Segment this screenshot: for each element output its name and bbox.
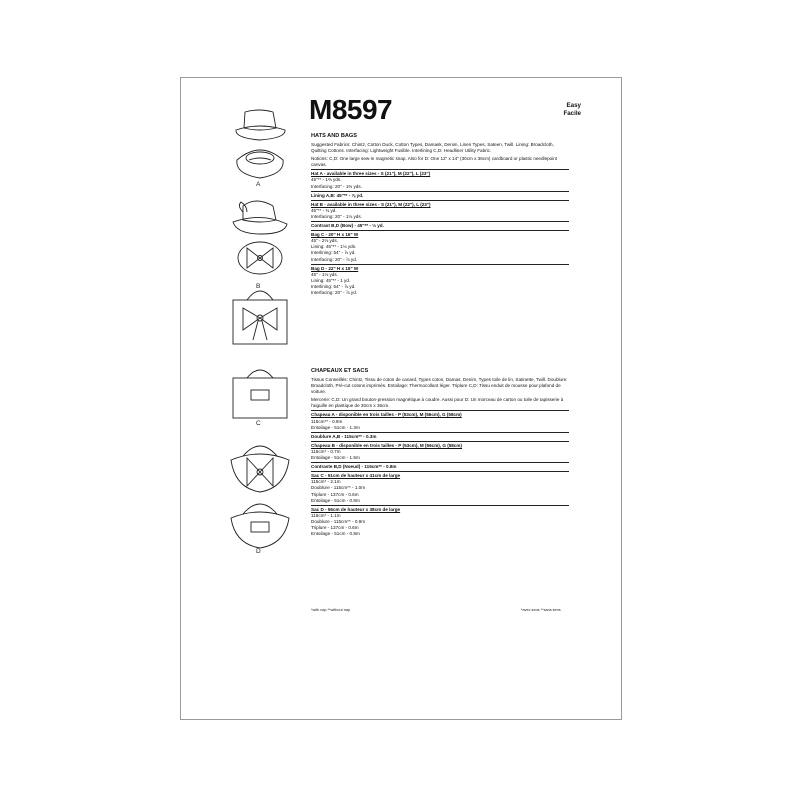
tissus-conseilles: Tissus Conseillés: Chintz, Tissu de coton de canard, Types coton, Damas, Denim, Types toile de lin, Satinette, Twill. Doublure: Broadcloth, Pré-cut cotons imprimés. Entoilage: Thermocollant léger. Triplure C,D: Tissu enduit de mousse pour plafond de voiture. bbox=[311, 377, 568, 395]
divider bbox=[311, 410, 569, 411]
french-section-title: CHAPEAUX ET SACS bbox=[311, 368, 369, 374]
metrage-line: Triplure - 137cm - 0.6m bbox=[311, 524, 359, 530]
divider bbox=[311, 191, 569, 192]
metrage-line: Entoilage - 51cm - 1.5m bbox=[311, 455, 360, 461]
pattern-number: M8597 bbox=[309, 94, 393, 125]
metrage-line: 115cm* - 2.1m bbox=[311, 479, 341, 485]
metrage-line: Doublure - 115cm** - 0.9m bbox=[311, 518, 366, 524]
yardage-line: Interlining: 54" - ⅞ yd. bbox=[311, 283, 356, 289]
lining-ab: Lining A,B: 45"** - ⅞ yd. bbox=[311, 192, 364, 198]
footnote-en: *with nap **without nap bbox=[311, 608, 351, 612]
divider bbox=[311, 505, 569, 506]
yardage-line: Interlining: 54" - ⅞ yd. bbox=[311, 250, 356, 256]
divider bbox=[311, 264, 569, 265]
doublure-ab: Doublure A,B - 115cm** - 0.3m bbox=[311, 433, 377, 439]
difficulty-fr: Facile bbox=[563, 110, 581, 117]
mercerie: Mercerie: C,D: Un grand bouton-pression magnétique à coudre. Aussi pour D: Un morceau de carton ou toile de tapisserie à l'aiguille en plastique de 30cm x 36cm. bbox=[311, 397, 564, 409]
divider bbox=[311, 169, 569, 170]
sac-d-heading: Sac D - 56cm de hauteur x 38cm de large bbox=[311, 506, 401, 512]
yardage-line: 45"** - 1⅔ yds. bbox=[311, 177, 342, 183]
english-section bbox=[311, 142, 569, 296]
hat-b-side-drawing bbox=[233, 201, 287, 234]
metrage-line: 115cm* - 1.1m bbox=[311, 512, 341, 518]
bag-d-bow-drawing bbox=[231, 446, 289, 492]
divider bbox=[311, 200, 569, 201]
divider bbox=[311, 432, 569, 433]
metrage-line: Triplure - 137cm - 0.6m bbox=[311, 491, 359, 497]
divider bbox=[311, 221, 569, 222]
yardage-line: 45" - 1⅛ yds. bbox=[311, 271, 338, 277]
divider bbox=[311, 230, 569, 231]
metrage-line: 115cm** - 0.9m bbox=[311, 418, 343, 424]
view-label-b: B bbox=[256, 283, 261, 290]
difficulty-level bbox=[563, 102, 581, 118]
suggested-fabrics: Suggested Fabrics: Chintz, Cotton Duck, Cotton Types, Damask, Denim, Linen Types, Sateen, Twill. Lining: Broadcloth, Quilting Cottons. Interfacing: Lightweight Fusible. Interlining C,D: Headliner Utility Fabric. bbox=[311, 142, 554, 154]
metrage-line: Doublure - 115cm** - 1.0m bbox=[311, 485, 366, 491]
bag-c-plain-drawing bbox=[233, 370, 287, 418]
yardage-line: Interfacing: 20" - 1⅔ yds. bbox=[311, 183, 362, 189]
yardage-line: Interfacing: 20" - ⅞ yd. bbox=[311, 289, 358, 295]
contraste-bd: Contraste B,D (Noeud) - 115cm** - 0.8m bbox=[311, 464, 397, 470]
notions: Notions: C,D: One large sew-in magnetic snap. Also for D: One 12" x 14" (30cm x 36cm) cardboard or plastic needlepoint canvas. bbox=[311, 156, 558, 168]
footnote-fr: *avec sens **sans sens bbox=[521, 608, 561, 612]
technical-drawings bbox=[181, 78, 301, 721]
chapeau-b-heading: Chapeau B - disponible en trois tailles - P (53cm), M (56cm), G (58cm) bbox=[311, 442, 463, 448]
metrage-line: 115cm* - 0.7m bbox=[311, 448, 341, 454]
bag-c-heading: Bag C - 20" H x 16" W bbox=[311, 232, 359, 238]
difficulty-en: Easy bbox=[566, 102, 581, 109]
yardage-line: 45" - 2⅛ yds. bbox=[311, 238, 338, 244]
hat-a-top-drawing bbox=[237, 150, 283, 178]
metrage-line: Entoilage - 51cm - 1.3m bbox=[311, 424, 360, 430]
yardage-line: Lining: 45"** - 1 yd. bbox=[311, 277, 351, 283]
yardage-line: Interfacing: 20" - 1⅛ yds. bbox=[311, 213, 362, 219]
view-label-c: C bbox=[256, 420, 261, 427]
view-label-a: A bbox=[256, 181, 261, 188]
yardage-line: 45"** - ¾ yd. bbox=[311, 207, 337, 213]
hat-b-heading: Hat B - available in three sizes - S (21"), M (22"), L (23") bbox=[311, 201, 431, 207]
bag-d-plain-drawing bbox=[231, 504, 289, 548]
pattern-envelope-back bbox=[180, 77, 622, 720]
view-label-d: D bbox=[256, 548, 261, 555]
english-section-title: HATS AND BAGS bbox=[311, 133, 357, 139]
divider bbox=[311, 462, 569, 463]
french-section bbox=[311, 377, 569, 537]
hat-b-top-drawing bbox=[238, 242, 282, 274]
metrage-line: Entoilage - 51cm - 0.8m bbox=[311, 531, 360, 537]
hat-a-heading: Hat A - available in three sizes - S (21"), M (22"), L (23") bbox=[311, 171, 431, 177]
contrast-bd: Contrast B,D (Bow) - 45"** - ⅓ yd. bbox=[311, 223, 384, 229]
divider bbox=[311, 471, 569, 472]
sac-c-heading: Sac C - 51cm de hauteur x 41cm de large bbox=[311, 473, 401, 479]
chapeau-a-heading: Chapeau A - disponible en trois tailles - P (53cm), M (56cm), G (58cm) bbox=[311, 412, 462, 418]
bag-c-bow-drawing bbox=[233, 291, 287, 344]
hat-a-front-drawing bbox=[236, 110, 285, 140]
metrage-line: Entoilage - 51cm - 0.8m bbox=[311, 497, 360, 503]
divider bbox=[311, 441, 569, 442]
yardage-line: Lining: 45"** - 1⅛ yds. bbox=[311, 244, 357, 250]
bag-d-heading: Bag D - 22" H x 15" W bbox=[311, 265, 359, 271]
yardage-line: Interfacing: 20" - ⅞ yd. bbox=[311, 256, 358, 262]
